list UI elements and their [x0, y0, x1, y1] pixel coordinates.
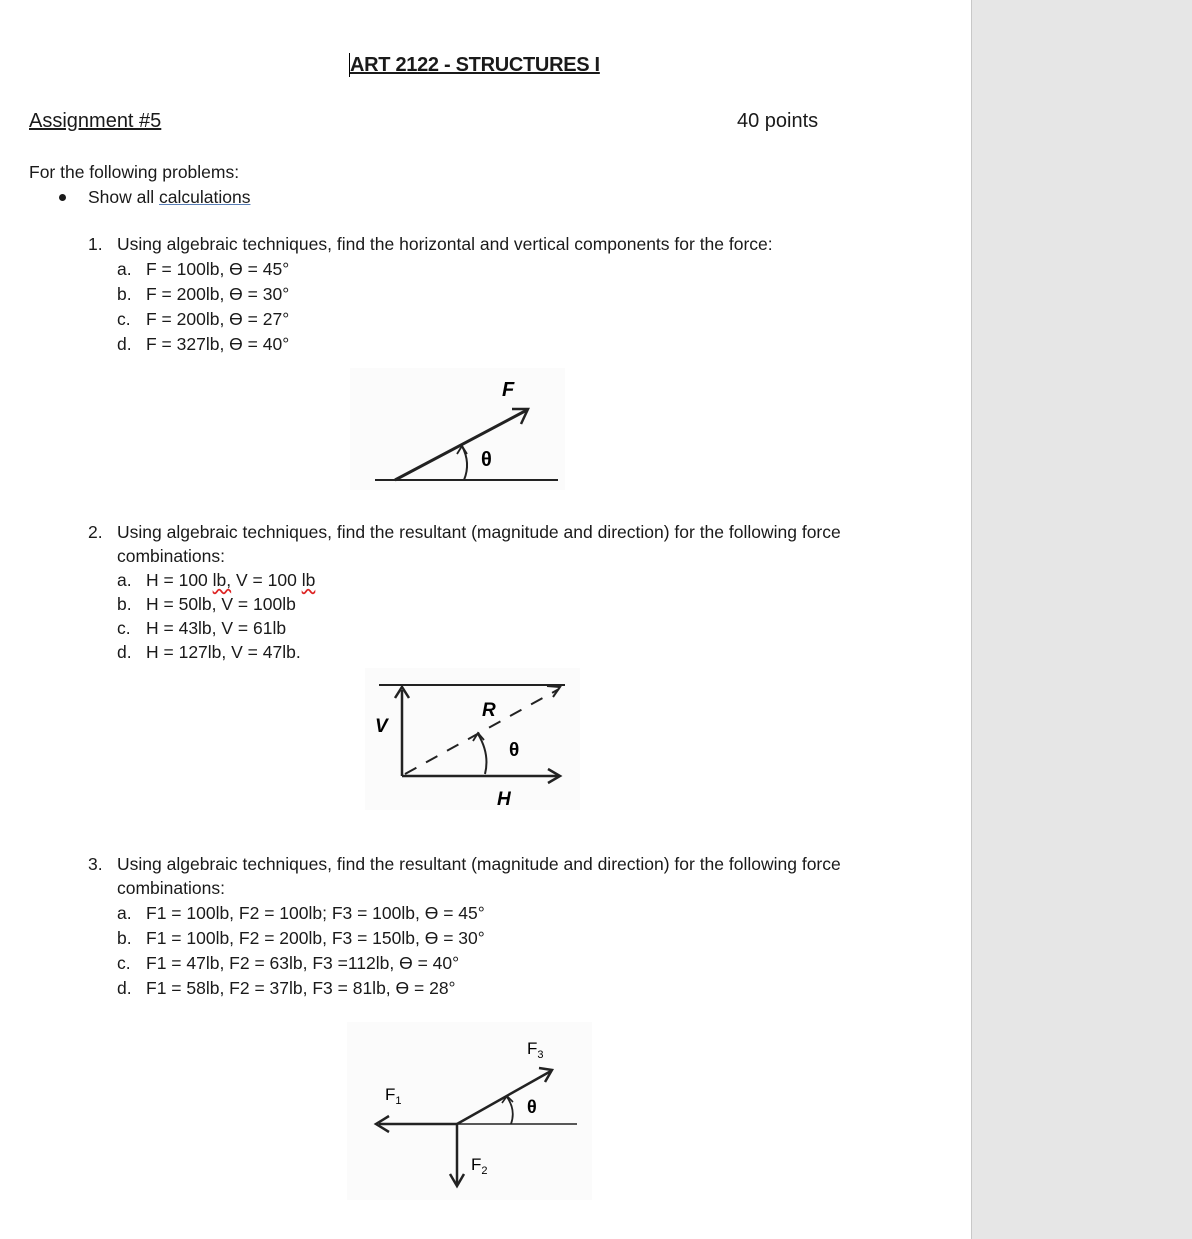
p1-item-a: F = 100lb, ϴ = 45° — [146, 259, 290, 279]
force-label: F — [502, 379, 515, 401]
p2-item-letter: a. — [117, 570, 132, 590]
p1-item-letter: d. — [117, 334, 132, 354]
problem-2-number: 2. — [88, 522, 103, 542]
p1-item-c: F = 200lb, ϴ = 27° — [146, 309, 290, 329]
f2-label-sub: 2 — [481, 1165, 488, 1177]
figure-force-components — [350, 368, 565, 490]
problem-3-number: 3. — [88, 854, 103, 874]
p3-item-d: F1 = 58lb, F2 = 37lb, F3 = 81lb, ϴ = 28° — [146, 978, 456, 998]
bullet-item — [88, 187, 250, 208]
p3-item-letter: d. — [117, 978, 132, 998]
p2-a-part: V = 100 — [231, 570, 302, 590]
problem-3-text-cont: combinations: — [117, 878, 225, 898]
problem-2-text: Using algebraic techniques, find the resultant (magnitude and direction) for the following force — [117, 522, 841, 542]
problem-1-number: 1. — [88, 234, 103, 254]
v-label: V — [375, 716, 388, 737]
bullet-prefix: Show all — [88, 187, 160, 207]
p2-item-d: H = 127lb, V = 47lb. — [146, 642, 301, 662]
problem-3-text: Using algebraic techniques, find the resultant (magnitude and direction) for the following force — [117, 854, 841, 874]
r-label: R — [482, 700, 496, 721]
theta-label: θ — [509, 740, 520, 761]
theta-label: θ — [527, 1097, 537, 1117]
problem-1-text: Using algebraic techniques, find the horizontal and vertical components for the force: — [117, 234, 773, 254]
assignment-heading: Assignment #5 — [29, 110, 162, 132]
theta-label: θ — [481, 449, 492, 471]
p2-item-a — [146, 570, 315, 591]
f1-label-sub: 1 — [395, 1095, 402, 1107]
p3-item-letter: c. — [117, 953, 131, 973]
p2-item-letter: d. — [117, 642, 132, 662]
p1-item-d: F = 327lb, ϴ = 40° — [146, 334, 290, 354]
figure-resultant — [365, 668, 580, 810]
p2-item-c: H = 43lb, V = 61lb — [146, 618, 287, 638]
f3-label-main: F — [527, 1039, 538, 1058]
bullet-link: calculations — [159, 187, 251, 207]
p2-a-part: H = 100 — [146, 570, 213, 590]
intro-lead: For the following problems: — [29, 162, 240, 182]
document-title: ART 2122 - STRUCTURES I — [350, 54, 600, 76]
p3-item-b: F1 = 100lb, F2 = 200lb, F3 = 150lb, ϴ = 30° — [146, 928, 485, 948]
p1-item-letter: b. — [117, 284, 132, 304]
p1-item-letter: c. — [117, 309, 131, 329]
p3-item-letter: a. — [117, 903, 132, 923]
bullet-icon — [59, 194, 66, 201]
p2-item-letter: c. — [117, 618, 131, 638]
points-label: 40 points — [737, 110, 819, 132]
p2-item-b: H = 50lb, V = 100lb — [146, 594, 296, 614]
problem-2-text-cont: combinations: — [117, 546, 225, 566]
p3-item-a: F1 = 100lb, F2 = 100lb; F3 = 100lb, ϴ = 45° — [146, 903, 485, 923]
p2-item-letter: b. — [117, 594, 132, 614]
p1-item-b: F = 200lb, ϴ = 30° — [146, 284, 290, 304]
side-pane — [972, 0, 1192, 1239]
p3-item-letter: b. — [117, 928, 132, 948]
p3-item-c: F1 = 47lb, F2 = 63lb, F3 =112lb, ϴ = 40° — [146, 953, 460, 973]
p1-item-letter: a. — [117, 259, 132, 279]
f1-label-main: F — [385, 1085, 396, 1104]
spellcheck-word: lb — [301, 570, 316, 590]
f2-label-main: F — [471, 1155, 482, 1174]
figure-three-forces — [347, 1022, 592, 1200]
h-label: H — [497, 789, 511, 810]
f3-label-sub: 3 — [537, 1049, 544, 1061]
spellcheck-word: lb, — [212, 570, 232, 590]
